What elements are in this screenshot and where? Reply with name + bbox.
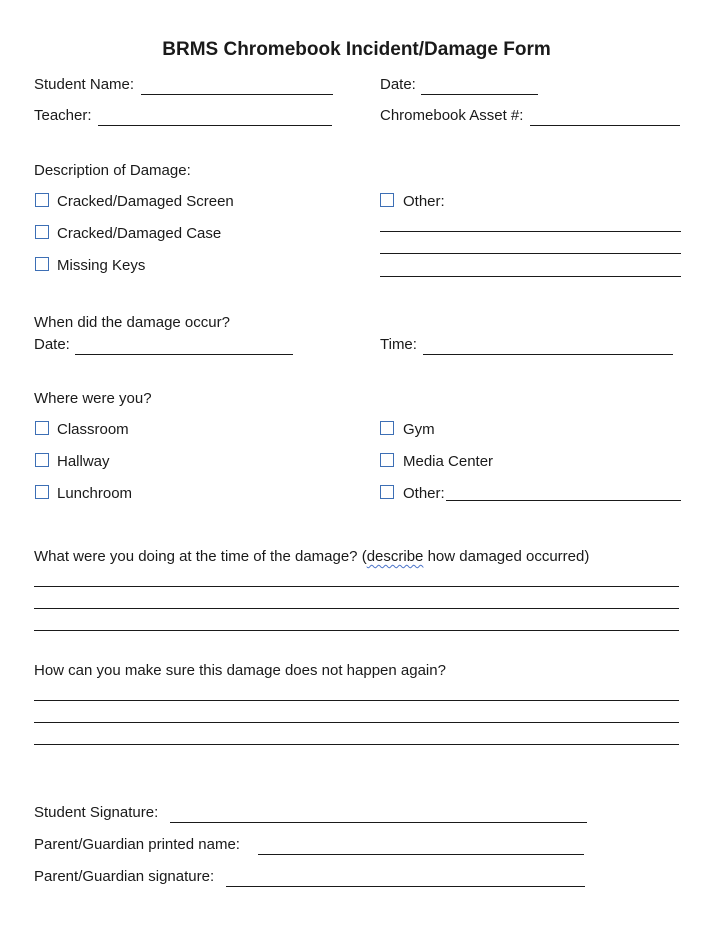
checkbox-cracked-screen[interactable] [35,193,49,207]
checkbox-classroom[interactable] [35,421,49,435]
damage-other-line-3[interactable] [380,276,681,277]
option-classroom: Classroom [57,421,129,438]
asset-number-field[interactable] [530,125,680,126]
when-date-field[interactable] [75,354,293,355]
option-lunchroom: Lunchroom [57,485,133,502]
checkbox-media-center[interactable] [380,453,394,467]
form-title: BRMS Chromebook Incident/Damage Form [162,39,551,60]
checkbox-hallway[interactable] [35,453,49,467]
asset-number-label: Chromebook Asset #: [380,107,524,124]
option-hallway: Hallway [57,453,110,470]
doing-question-suffix: how damaged occurred) [423,548,590,565]
when-date-label: Date: [34,336,70,353]
checkbox-damage-other[interactable] [380,193,394,207]
doing-answer-line-2[interactable] [34,608,679,609]
option-cracked-screen: Cracked/Damaged Screen [57,193,234,210]
teacher-label: Teacher: [34,107,92,124]
option-cracked-case: Cracked/Damaged Case [57,225,222,242]
when-time-label: Time: [380,336,417,353]
date-label: Date: [380,76,416,93]
checkbox-missing-keys[interactable] [35,257,49,271]
parent-signature-label: Parent/Guardian signature: [34,868,215,885]
doing-answer-line-3[interactable] [34,630,679,631]
checkbox-location-other[interactable] [380,485,394,499]
parent-printed-name-field[interactable] [258,854,584,855]
date-field[interactable] [421,94,538,95]
parent-printed-name-label: Parent/Guardian printed name: [34,836,240,853]
student-signature-field[interactable] [170,822,587,823]
option-location-other: Other: [403,485,445,502]
prevent-question: How can you make sure this damage does not happen again? [34,662,446,679]
option-missing-keys: Missing Keys [57,257,146,274]
checkbox-cracked-case[interactable] [35,225,49,239]
option-damage-other: Other: [403,193,445,210]
checkbox-gym[interactable] [380,421,394,435]
damage-other-line-2[interactable] [380,253,681,254]
location-other-field[interactable] [446,500,681,501]
student-name-field[interactable] [141,94,333,95]
teacher-field[interactable] [98,125,332,126]
doing-answer-line-1[interactable] [34,586,679,587]
damage-other-line-1[interactable] [380,231,681,232]
when-time-field[interactable] [423,354,673,355]
doing-question-prefix: What were you doing at the time of the damage? ( [34,548,367,565]
damage-heading: Description of Damage: [34,162,191,179]
prevent-answer-line-3[interactable] [34,744,679,745]
when-heading: When did the damage occur? [34,314,230,331]
option-gym: Gym [403,421,435,438]
where-heading: Where were you? [34,390,152,407]
doing-question [34,548,589,566]
option-media-center: Media Center [403,453,494,470]
student-name-label: Student Name: [34,76,135,93]
spellcheck-flagged-word: describe [366,548,424,565]
prevent-answer-line-1[interactable] [34,700,679,701]
prevent-answer-line-2[interactable] [34,722,679,723]
parent-signature-field[interactable] [226,886,585,887]
checkbox-lunchroom[interactable] [35,485,49,499]
student-signature-label: Student Signature: [34,804,159,821]
